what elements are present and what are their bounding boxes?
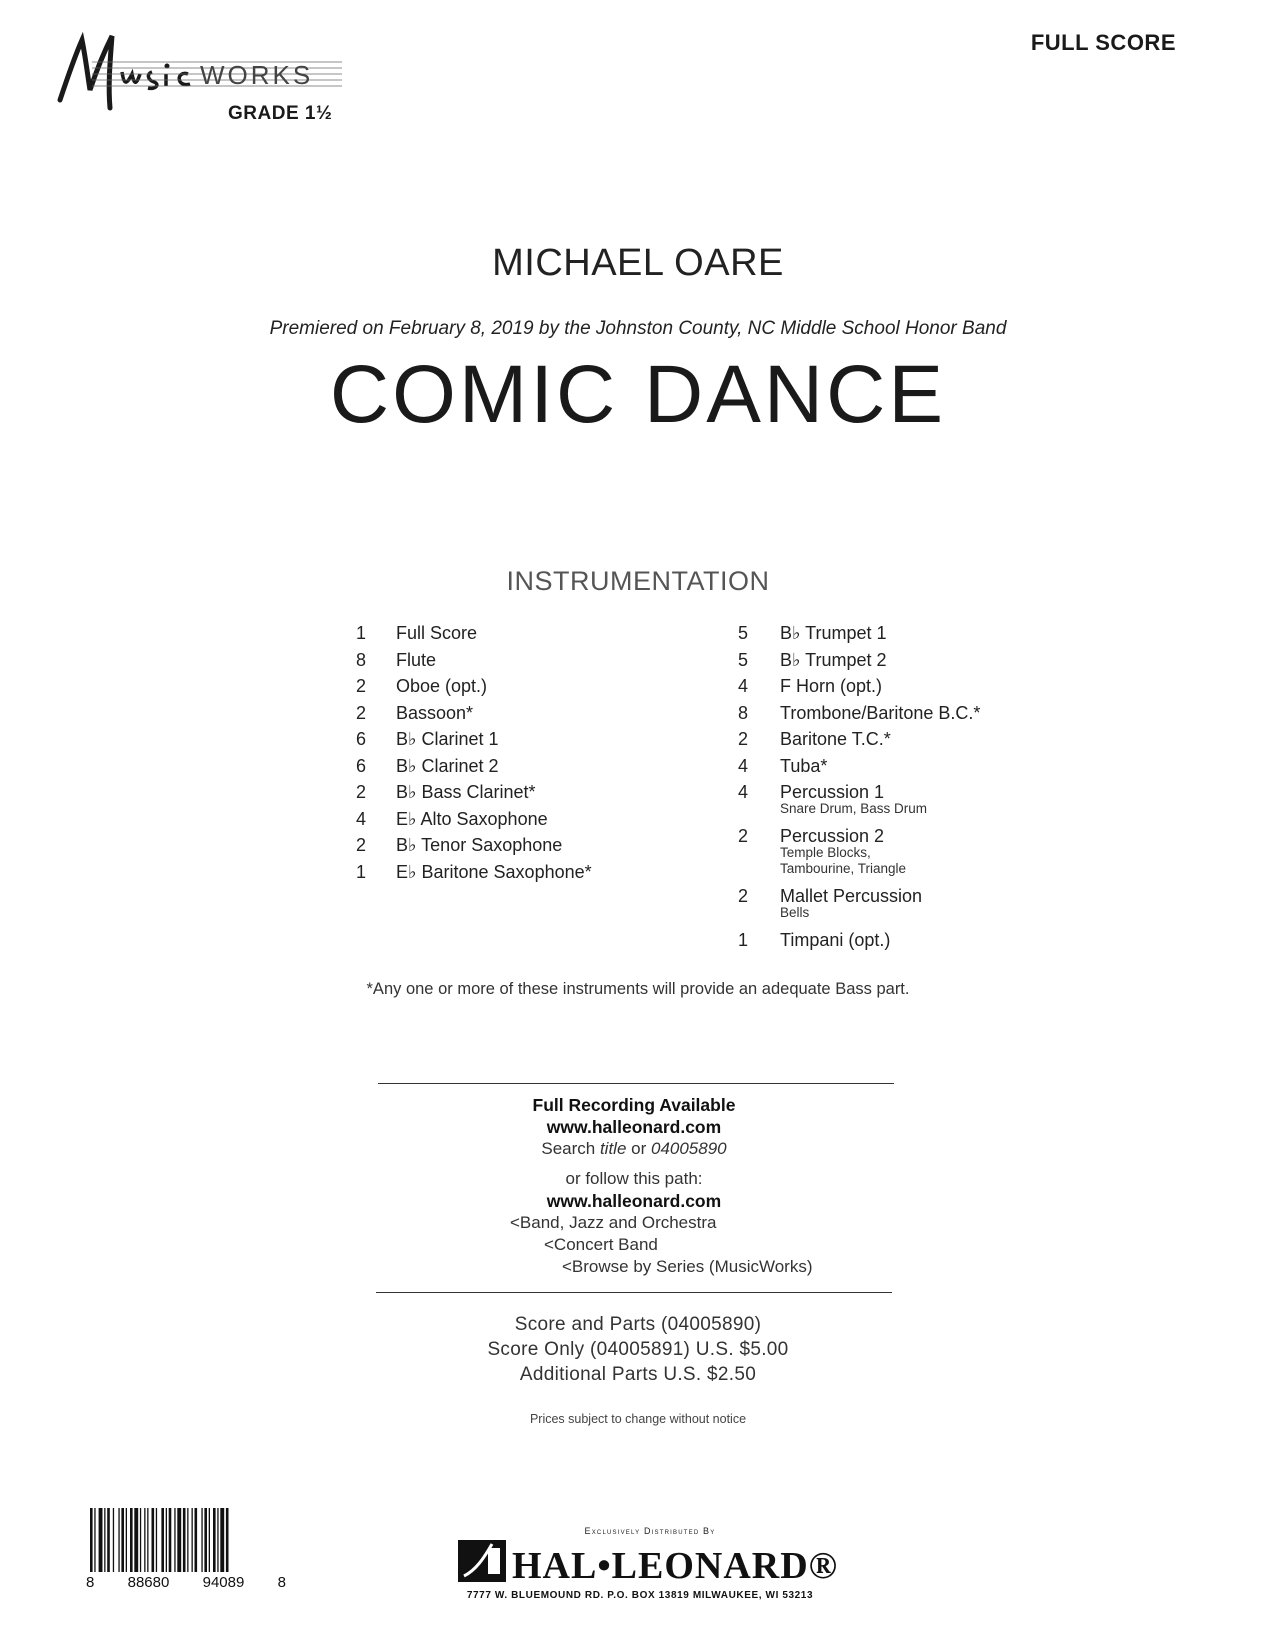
instrument-quantity: 2	[737, 886, 748, 906]
price-score-only: Score Only (04005891) U.S. $5.00	[487, 1339, 789, 1360]
barcode-bar	[187, 1508, 188, 1572]
path-step-2: <Concert Band	[544, 1235, 658, 1254]
barcode-bar	[177, 1508, 181, 1572]
instrument-quantity: 6	[355, 755, 366, 776]
barcode-bar	[126, 1508, 127, 1572]
recording-url[interactable]: www.halleonard.com	[546, 1117, 722, 1137]
full-score-label: FULL SCORE	[1030, 30, 1176, 55]
path-url[interactable]: www.halleonard.com	[546, 1191, 722, 1211]
instrument-name: Flute	[396, 649, 437, 670]
instrument-name: Baritone T.C.*	[780, 729, 891, 749]
path-step-1: <Band, Jazz and Orchestra	[510, 1213, 717, 1232]
search-hint: Search title or 04005890	[541, 1139, 727, 1158]
barcode-bar	[134, 1508, 138, 1572]
instrument-row	[338, 832, 698, 859]
recording-heading: Full Recording Available	[532, 1095, 736, 1115]
instrument-name: F Horn (opt.)	[780, 676, 883, 696]
instrument-quantity: 2	[737, 826, 748, 846]
path-step-3: <Browse by Series (MusicWorks)	[562, 1257, 813, 1276]
barcode-bar	[90, 1508, 93, 1572]
grade-label: GRADE 1½	[228, 103, 333, 124]
instrument-row	[338, 647, 698, 674]
instrument-row	[718, 647, 1038, 674]
barcode-bar	[183, 1508, 186, 1572]
distributed-by-label: Exclusively Distributed By	[584, 1526, 716, 1536]
instrument-name: Mallet Percussion Bells	[780, 886, 923, 920]
instrument-quantity: 2	[355, 676, 366, 696]
barcode-bar	[147, 1508, 148, 1572]
instrument-quantity: 8	[355, 649, 366, 670]
barcode-bar	[204, 1508, 207, 1572]
instrument-quantity: 1	[355, 623, 366, 643]
instrument-quantity: 5	[737, 649, 748, 670]
barcode-bar	[156, 1508, 157, 1572]
piece-title: COMIC DANCE	[329, 349, 947, 440]
barcode-bar	[104, 1508, 105, 1572]
barcode-bar	[166, 1508, 167, 1572]
instrument-name: Full Score	[396, 623, 478, 643]
svg-text:WORKS: WORKS	[200, 60, 314, 90]
barcode-bar	[113, 1508, 114, 1572]
barcode-bar	[220, 1508, 224, 1572]
instrument-name: B♭ Trumpet 2	[780, 649, 887, 670]
barcode-bar	[130, 1508, 133, 1572]
instrument-quantity: 2	[355, 702, 366, 723]
barcode-bar	[107, 1508, 110, 1572]
premiere-note: Premiered on February 8, 2019 by the Johnston County, NC Middle School Honor Band	[269, 318, 1007, 339]
barcode-digits	[86, 1574, 286, 1591]
instrument-row	[338, 779, 698, 806]
instrumentation-left-column	[338, 620, 698, 885]
instrument-row	[718, 753, 1038, 780]
instrument-row	[718, 779, 1038, 823]
barcode-bar	[152, 1508, 155, 1572]
instrumentation-heading: INSTRUMENTATION	[506, 566, 770, 596]
instrument-row	[338, 806, 698, 833]
barcode-bar	[94, 1508, 95, 1572]
instrument-row	[338, 859, 698, 886]
instrument-detail: Snare Drum, Bass Drum	[780, 801, 928, 816]
instrument-row	[718, 883, 1038, 927]
instrument-name: Bassoon*	[396, 702, 474, 723]
instrument-quantity: 2	[355, 782, 366, 802]
instrument-name: B♭ Clarinet 2	[396, 755, 499, 776]
instrument-name: Oboe (opt.)	[396, 676, 488, 696]
instrument-detail: Tambourine, Triangle	[780, 861, 907, 876]
instrument-row	[718, 823, 1038, 883]
instrument-quantity: 4	[355, 808, 366, 829]
instrument-quantity: 4	[737, 676, 748, 696]
instrument-name: B♭ Tenor Saxophone	[396, 835, 563, 855]
divider-top	[378, 1083, 894, 1084]
instrument-quantity: 4	[737, 755, 748, 776]
hal-leonard-logo-icon	[458, 1540, 506, 1582]
publisher-address: 7777 W. BLUEMOUND RD. P.O. BOX 13819 MILWAUKEE, WI 53213	[466, 1590, 814, 1601]
pricing-info	[0, 1312, 1276, 1387]
barcode-bar	[174, 1508, 175, 1572]
instrument-name: Trombone/Baritone B.C.*	[780, 702, 981, 723]
barcode-bar	[169, 1508, 172, 1572]
price-additional-parts: Additional Parts U.S. $2.50	[519, 1364, 757, 1385]
barcode-digit-group: 8	[86, 1574, 95, 1591]
instrument-detail: Temple Blocks,	[780, 845, 871, 860]
instrument-quantity: 2	[737, 729, 748, 749]
instrument-quantity: 4	[737, 782, 748, 802]
barcode-bar	[201, 1508, 202, 1572]
instrument-row	[338, 753, 698, 780]
instrument-row	[338, 620, 698, 647]
divider-bottom	[376, 1292, 892, 1293]
instrument-row	[338, 726, 698, 753]
barcode-bar	[226, 1508, 229, 1572]
instrument-row	[718, 620, 1038, 647]
instrument-name: Percussion 1 Snare Drum, Bass Drum	[780, 782, 928, 816]
instrument-row	[718, 673, 1038, 700]
instrument-row	[718, 927, 1038, 954]
barcode-bar	[161, 1508, 164, 1572]
price-score-and-parts: Score and Parts (04005890)	[514, 1314, 762, 1335]
instrument-name: B♭ Trumpet 1	[780, 623, 887, 643]
instrument-quantity: 5	[737, 623, 748, 643]
recording-info	[376, 1094, 892, 1278]
instrument-name: E♭ Alto Saxophone	[396, 808, 548, 829]
barcode-digit-group: 88680	[127, 1574, 170, 1591]
instrument-row	[718, 726, 1038, 753]
barcode-bar	[195, 1508, 198, 1572]
barcode-bar	[121, 1508, 124, 1572]
instrument-name: B♭ Clarinet 1	[396, 729, 499, 749]
instrument-quantity: 6	[355, 729, 366, 749]
instrument-row	[338, 673, 698, 700]
instrument-name: Tuba*	[780, 755, 828, 776]
barcode-image	[88, 1508, 284, 1572]
barcode-bar	[217, 1508, 218, 1572]
barcode-digit-group: 8	[277, 1574, 286, 1591]
instrument-quantity: 8	[737, 702, 748, 723]
barcode-bar	[192, 1508, 193, 1572]
instrument-row	[718, 700, 1038, 727]
publisher-name: HAL•LEONARD®	[512, 1545, 839, 1587]
barcode-bar	[213, 1508, 216, 1572]
barcode-bar	[99, 1508, 103, 1572]
instrument-name: Timpani (opt.)	[780, 930, 891, 950]
follow-path-label: or follow this path:	[565, 1169, 703, 1188]
barcode-bar	[118, 1508, 119, 1572]
instrument-name: E♭ Baritone Saxophone*	[396, 861, 592, 882]
instrument-quantity: 1	[355, 861, 366, 882]
barcode-bar	[140, 1508, 141, 1572]
composer-name: MICHAEL OARE	[492, 242, 784, 284]
instrument-name: B♭ Bass Clarinet*	[396, 782, 536, 802]
instrument-quantity: 1	[737, 930, 748, 950]
instrument-row	[338, 700, 698, 727]
barcode-digit-group: 94089	[202, 1574, 245, 1591]
bass-part-note: *Any one or more of these instruments will provide an adequate Bass part.	[366, 980, 910, 998]
instrumentation-right-column	[718, 620, 1038, 954]
price-notice: Prices subject to change without notice	[529, 1412, 747, 1426]
barcode-bar	[144, 1508, 145, 1572]
instrument-quantity: 2	[355, 835, 366, 855]
instrument-name: Percussion 2 Temple Blocks, Tambourine, Triangle	[780, 826, 907, 876]
barcode-bar	[209, 1508, 210, 1572]
instrument-detail: Bells	[780, 905, 810, 920]
